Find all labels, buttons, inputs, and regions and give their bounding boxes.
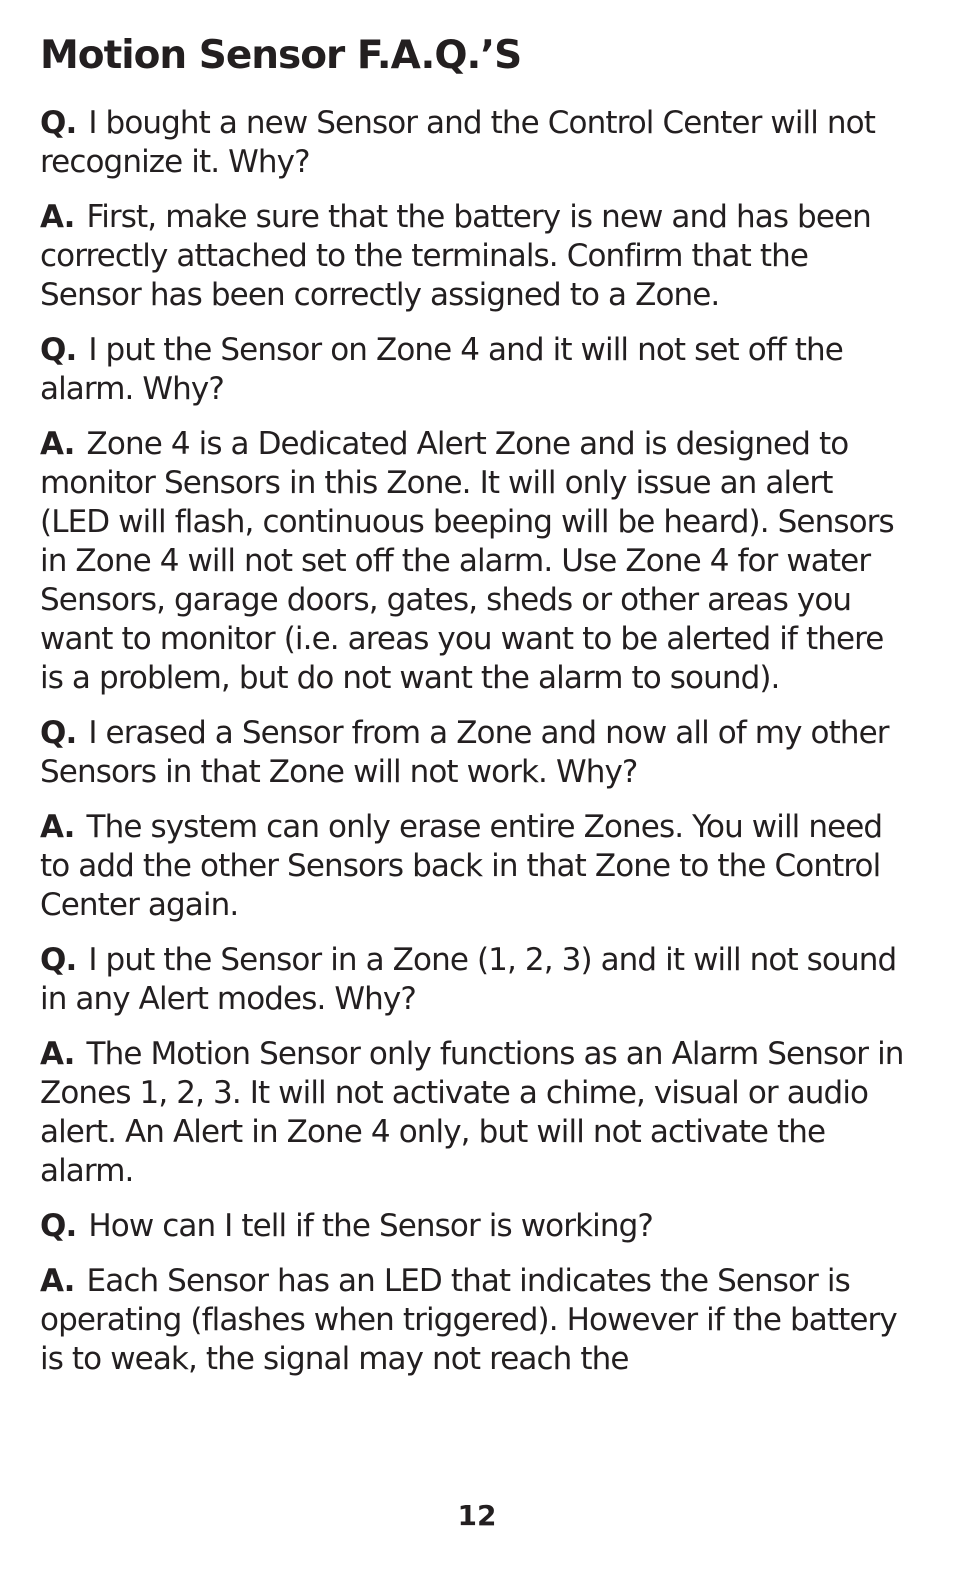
faq-page	[40, 30, 910, 1395]
answer-marker: A.	[40, 1036, 75, 1072]
question-2	[40, 331, 910, 409]
question-marker: Q.	[40, 942, 77, 978]
answer-2	[40, 425, 910, 698]
question-1	[40, 104, 910, 182]
page-title: Motion Sensor F.A.Q.’S	[40, 33, 522, 78]
question-text: I put the Sensor on Zone 4 and it will not set off the alarm. Why?	[40, 332, 843, 407]
answer-4	[40, 1035, 910, 1191]
question-text: I bought a new Sensor and the Control Center will not recognize it. Why?	[40, 105, 875, 180]
question-marker: Q.	[40, 1208, 77, 1244]
answer-marker: A.	[40, 1263, 75, 1299]
question-marker: Q.	[40, 715, 77, 751]
question-text: I erased a Sensor from a Zone and now all of my other Sensors in that Zone will not work. Why?	[40, 715, 889, 790]
question-4	[40, 941, 910, 1019]
question-text: How can I tell if the Sensor is working?	[88, 1208, 653, 1244]
answer-3	[40, 808, 910, 925]
answer-marker: A.	[40, 809, 75, 845]
faq-list	[40, 104, 910, 1379]
answer-text: Each Sensor has an LED that indicates the Sensor is operating (flashes when triggered). However if the battery is to weak, the signal may not reach the	[40, 1263, 897, 1377]
answer-5	[40, 1262, 910, 1379]
answer-text: Zone 4 is a Dedicated Alert Zone and is designed to monitor Sensors in this Zone. It will only issue an alert (LED will flash, continuous beeping will be heard). Sensors in Zone 4 will not set off the alarm. Use Zone 4 for water Sensors, garage doors, gates, sheds or other areas you want to monitor (i.e. areas you want to be alerted if there is a problem, but do not want the alarm to sound).	[40, 426, 894, 696]
question-text: I put the Sensor in a Zone (1, 2, 3) and it will not sound in any Alert modes. Why?	[40, 942, 897, 1017]
page-number: 12	[457, 1499, 497, 1532]
answer-text: The system can only erase entire Zones. You will need to add the other Sensors back in that Zone to the Control Center again.	[40, 809, 883, 923]
question-marker: Q.	[40, 332, 77, 368]
question-5	[40, 1207, 910, 1246]
answer-text: The Motion Sensor only functions as an Alarm Sensor in Zones 1, 2, 3. It will not activate a chime, visual or audio alert. An Alert in Zone 4 only, but will not activate the alarm.	[40, 1036, 904, 1189]
question-marker: Q.	[40, 105, 77, 141]
answer-text: First, make sure that the battery is new and has been correctly attached to the terminals. Confirm that the Sensor has been correctly assigned to a Zone.	[40, 199, 871, 313]
answer-1	[40, 198, 910, 315]
answer-marker: A.	[40, 426, 75, 462]
question-3	[40, 714, 910, 792]
answer-marker: A.	[40, 199, 75, 235]
